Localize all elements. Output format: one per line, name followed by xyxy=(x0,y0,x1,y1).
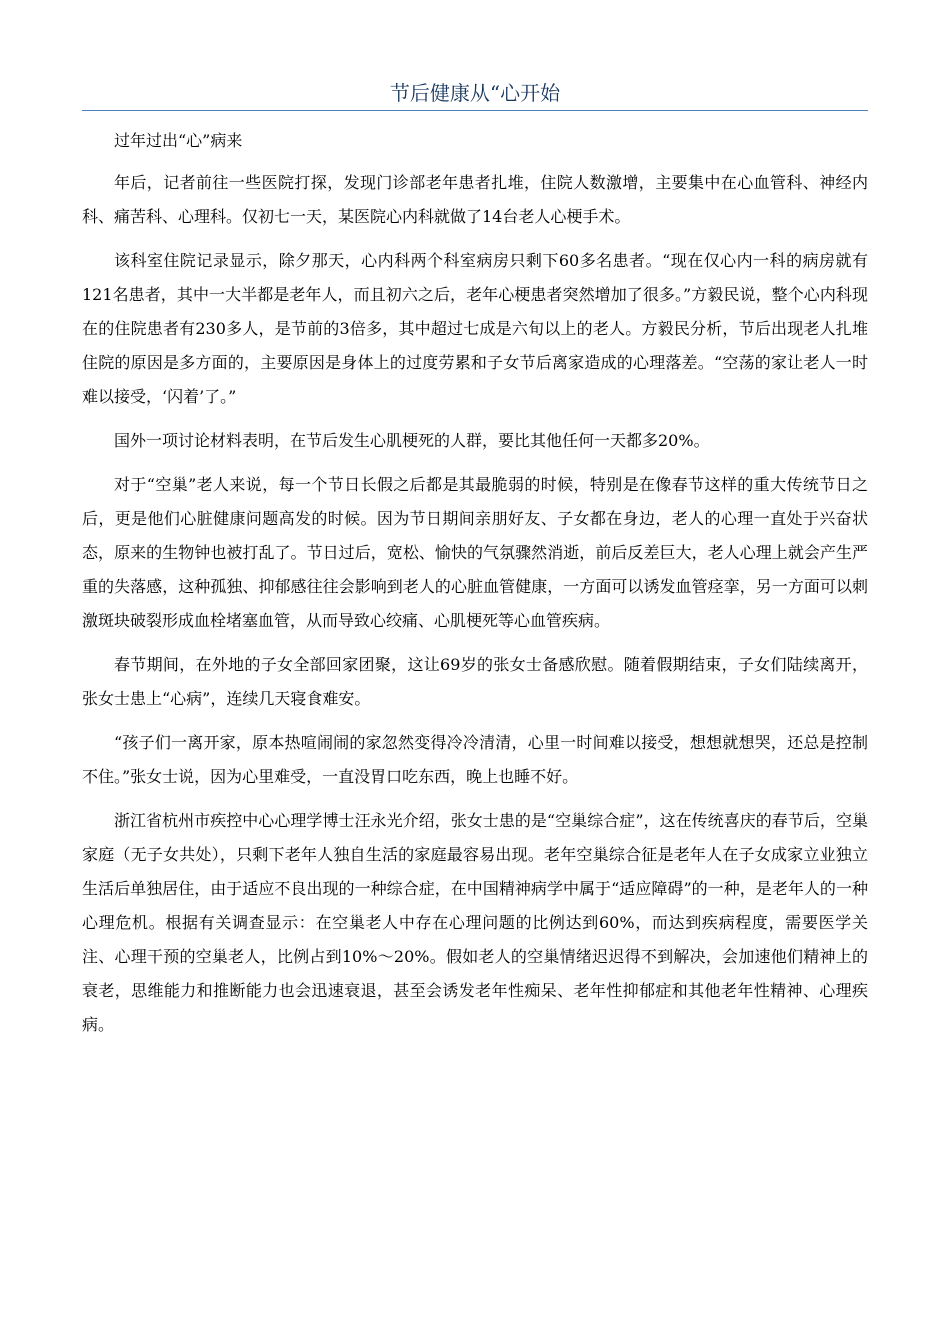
paragraph: 春节期间，在外地的子女全部回家团聚，这让69岁的张女士备感欣慰。随着假期结束，子女们陆续离开，张女士患上“心病”，连续几天寝食难安。 xyxy=(82,655,868,708)
paragraph: 浙江省杭州市疾控中心心理学博士汪永光介绍，张女士患的是“空巢综合症”，这在传统喜庆的春节后，空巢家庭（无子女共处），只剩下老年人独自生活的家庭最容易出现。老年空巢综合征是老年人在子女成家立业独立生活后单独居住，由于适应不良出现的一种综合症，在中国精神病学中属于“适应障碍”的一种，是老年人的一种心理危机。根据有关调查显示：在空巢老人中存在心理问题的比例达到60%，而达到疾病程度，需要医学关注、心理干预的空巢老人，比例占到10%～20%。假如老人的空巢情绪迟迟得不到解决，会加速他们精神上的衰老，思维能力和推断能力也会迅速衰退，甚至会诱发老年性痴呆、老年性抑郁症和其他老年性精神、心理疾病。 xyxy=(82,811,868,1034)
paragraph: “孩子们一离开家，原本热喧闹闹的家忽然变得冷冷清清，心里一时间难以接受，想想就想哭，还总是控制不住。”张女士说，因为心里难受，一直没胃口吃东西，晚上也睡不好。 xyxy=(82,733,868,786)
article-body xyxy=(82,124,868,1052)
page-title: 节后健康从“心开始 xyxy=(389,81,561,105)
paragraph: 年后，记者前往一些医院打探，发现门诊部老年患者扎堆，住院人数激增，主要集中在心血管科、神经内科、痛苦科、心理科。仅初七一天，某医院心内科就做了14台老人心梗手术。 xyxy=(82,173,868,226)
paragraph: 对于“空巢”老人来说，每一个节日长假之后都是其最脆弱的时候，特别是在像春节这样的重大传统节日之后，更是他们心脏健康问题高发的时候。因为节日期间亲朋好友、子女都在身边，老人的心理一直处于兴奋状态，原来的生物钟也被打乱了。节日过后，宽松、愉快的气氛骤然消逝，前后反差巨大，老人心理上就会产生严重的失落感，这种孤独、抑郁感往往会影响到老人的心脏血管健康，一方面可以诱发血管痉挛，另一方面可以刺激斑块破裂形成血栓堵塞血管，从而导致心绞痛、心肌梗死等心血管疾病。 xyxy=(82,475,868,630)
paragraph: 国外一项讨论材料表明，在节后发生心肌梗死的人群，要比其他任何一天都多20%。 xyxy=(114,431,710,450)
section-heading: 过年过出“心”病来 xyxy=(114,131,243,150)
paragraph: 该科室住院记录显示，除夕那天，心内科两个科室病房只剩下60多名患者。“现在仅心内一科的病房就有121名患者，其中一大半都是老年人，而且初六之后，老年心梗患者突然增加了很多。”方毅民说，整个心内科现在的住院患者有230多人，是节前的3倍多，其中超过七成是六旬以上的老人。方毅民分析，节后出现老人扎堆住院的原因是多方面的，主要原因是身体上的过度劳累和子女节后离家造成的心理落差。“空荡的家让老人一时难以接受，‘闪着’了。” xyxy=(82,251,868,406)
title-divider xyxy=(82,110,868,111)
